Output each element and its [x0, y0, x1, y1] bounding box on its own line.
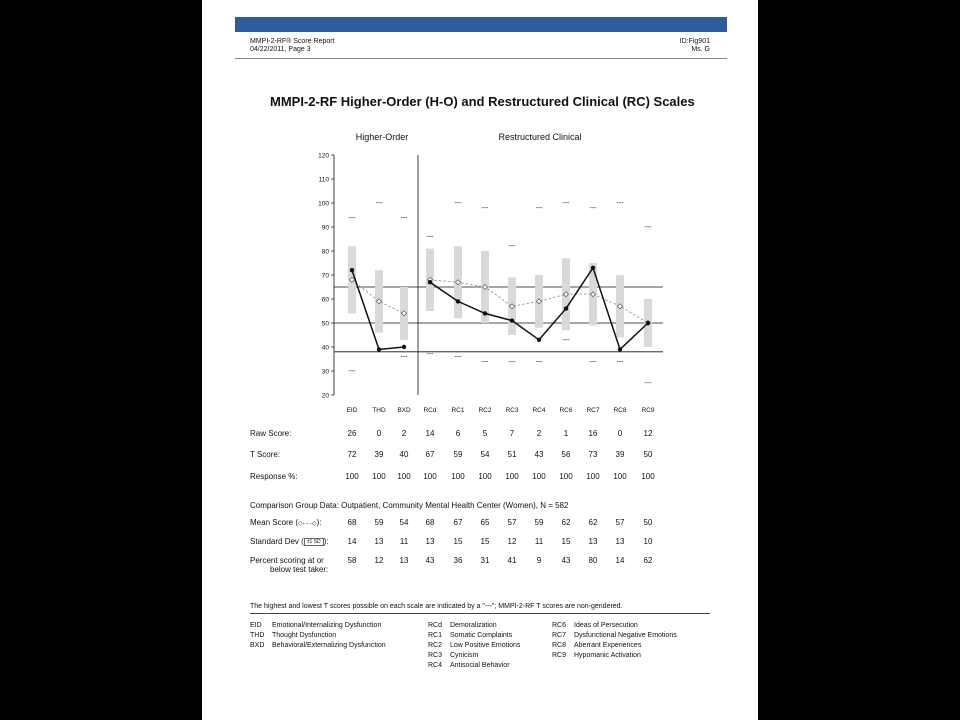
- legend-desc: Hypomanic Activation: [574, 652, 641, 659]
- raw-score-cell: 12: [643, 429, 653, 438]
- x-label-rc8: RC8: [613, 407, 627, 414]
- mean-score-cell: 62: [561, 518, 571, 527]
- t-score-cell: 56: [561, 450, 571, 459]
- x-label-rc6: RC6: [559, 407, 573, 414]
- percent-scoring-cell: 80: [588, 556, 598, 565]
- t-score-cell: 39: [615, 450, 625, 459]
- response-pct-cell: 100: [345, 472, 359, 481]
- raw-score-cell: 26: [347, 429, 357, 438]
- legend-desc: Behavioral/Externalizing Dysfunction: [272, 642, 386, 649]
- response-pct-cell: 100: [397, 472, 411, 481]
- y-tick-label: 30: [321, 368, 329, 376]
- response-pct-cell: 100: [586, 472, 600, 481]
- legend-item-thd: [250, 631, 336, 640]
- x-label-thd: THD: [372, 407, 386, 414]
- legend-item-rc3: [428, 651, 478, 660]
- percent-scoring-cell: 12: [374, 556, 384, 565]
- t-score-cell: 43: [534, 450, 544, 459]
- raw-score-cell: 0: [617, 429, 623, 438]
- legend-abbr: BXD: [250, 642, 265, 649]
- y-tick-label: 60: [321, 296, 329, 304]
- standard-dev-cell: 13: [615, 537, 625, 546]
- legend-desc: Dysfunctional Negative Emotions: [574, 632, 677, 639]
- mean-score-label: [250, 518, 321, 527]
- t-score-point-rc6: [564, 306, 568, 310]
- min-possible-marker-bxd: ---: [400, 353, 408, 361]
- t-score-label: T Score:: [250, 450, 281, 459]
- t-score-point-rc8: [618, 347, 622, 351]
- mean-score-cell: 68: [425, 518, 435, 527]
- report-page: [202, 0, 758, 720]
- legend-desc: Cynicism: [450, 652, 479, 659]
- t-score-cell: 72: [347, 450, 357, 459]
- raw-score-cell: 1: [563, 429, 569, 438]
- legend-abbr: RC9: [552, 652, 567, 659]
- min-possible-marker-rc9: ---: [644, 380, 652, 387]
- legend-abbr: EID: [250, 622, 262, 629]
- percent-scoring-cell: 14: [615, 556, 625, 565]
- standard-dev-cell: 13: [374, 537, 384, 546]
- standard-dev-cell: 13: [425, 537, 435, 546]
- response-pct-cell: 100: [532, 472, 546, 481]
- legend-item-rc6: [552, 621, 638, 630]
- response-pct-cell: 100: [641, 472, 655, 481]
- x-label-rcd: RCd: [423, 407, 437, 414]
- legend-item-rc9: [552, 651, 641, 660]
- response-pct-cell: 100: [372, 472, 386, 481]
- percent-scoring-cell: 36: [453, 556, 463, 565]
- mean-score-cell: 68: [347, 518, 357, 527]
- t-score-point-rcd: [428, 280, 432, 284]
- t-score-point-rc7: [591, 266, 595, 270]
- max-possible-marker-rc6: ---: [562, 200, 570, 207]
- response-pct-cell: 100: [478, 472, 492, 481]
- y-tick-label: 40: [321, 344, 329, 352]
- x-label-rc7: RC7: [586, 407, 600, 414]
- standard-dev-cell: 14: [347, 537, 357, 546]
- raw-score-cell: 2: [401, 429, 407, 438]
- max-possible-marker-rc3: ---: [508, 243, 516, 251]
- legend-item-rc1: [428, 631, 512, 640]
- t-score-cell: 51: [507, 450, 517, 459]
- mean-score-label-text: Mean Score (: [250, 518, 299, 527]
- t-score-point-rc4: [537, 338, 541, 342]
- standard-dev-label-end: ):: [323, 537, 329, 546]
- t-score-cell: 67: [425, 450, 435, 459]
- legend-desc: Demoralization: [450, 622, 497, 629]
- mean-line-icon: ◇- - -◇: [298, 521, 317, 527]
- t-score-cell: 39: [374, 450, 384, 459]
- y-tick-label: 70: [321, 272, 329, 280]
- legend-item-rc2: [428, 641, 520, 650]
- standard-dev-cell: 12: [507, 537, 517, 546]
- footnote-divider: [250, 613, 710, 614]
- response-pct-cell: 100: [559, 472, 573, 481]
- sd-band-icon: ±1 SD: [304, 538, 324, 546]
- legend-abbr: THD: [250, 632, 265, 639]
- standard-dev-cell: 15: [453, 537, 463, 546]
- report-id: ID:Fig901: [679, 38, 710, 45]
- min-possible-marker-eid: ---: [348, 368, 356, 375]
- t-score-point-rc2: [483, 311, 487, 315]
- percent-scoring-label-2: below test taker:: [270, 565, 329, 574]
- legend-item-rcd: [428, 621, 497, 630]
- legend-abbr: RC1: [428, 632, 443, 639]
- raw-score-cell: 0: [376, 429, 382, 438]
- mean-score-cell: 62: [588, 518, 598, 527]
- percent-scoring-cell: 31: [480, 556, 490, 565]
- legend-desc: Aberrant Experiences: [574, 642, 642, 649]
- max-possible-marker-eid: ---: [348, 214, 356, 222]
- percent-scoring-cell: 9: [536, 556, 542, 565]
- legend-desc: Low Positive Emotions: [450, 642, 521, 649]
- x-label-rc4: RC4: [532, 407, 546, 414]
- legend-abbr: RC4: [428, 662, 443, 669]
- legend-desc: Thought Dysfunction: [272, 632, 337, 639]
- min-possible-marker-rcd: ---: [426, 351, 434, 359]
- report-date-page: 04/22/2011, Page 3: [250, 46, 311, 53]
- mean-score-cell: 59: [534, 518, 544, 527]
- percent-scoring-cell: 58: [347, 556, 357, 565]
- max-possible-marker-rc9: ---: [644, 224, 652, 231]
- max-possible-marker-rc4: ---: [535, 204, 543, 212]
- legend-abbr: RC8: [552, 642, 567, 649]
- legend-abbr: RCd: [428, 622, 443, 629]
- min-possible-marker-rc7: ---: [589, 358, 597, 366]
- max-possible-marker-rc7: ---: [589, 204, 597, 212]
- t-score-point-eid: [350, 268, 354, 272]
- percent-scoring-label-1: Percent scoring at or: [250, 556, 324, 565]
- percent-scoring-cell: 62: [643, 556, 653, 565]
- report-name: MMPI-2-RF® Score Report: [250, 38, 335, 45]
- mean-score-cell: 57: [615, 518, 625, 527]
- response-pct-cell: 100: [505, 472, 519, 481]
- x-label-rc2: RC2: [478, 407, 492, 414]
- raw-score-cell: 6: [455, 429, 461, 438]
- comparison-group-heading: Comparison Group Data: Outpatient, Community Mental Health Center (Women), N = 582: [250, 501, 569, 510]
- mean-score-cell: 59: [374, 518, 384, 527]
- legend-item-rc4: [428, 661, 510, 670]
- x-label-bxd: BXD: [397, 407, 411, 414]
- x-label-rc1: RC1: [451, 407, 465, 414]
- group-label-restructured-clinical: Restructured Clinical: [498, 132, 582, 142]
- y-tick-label: 80: [321, 248, 329, 256]
- response-pct-cell: 100: [451, 472, 465, 481]
- standard-dev-cell: 11: [534, 537, 544, 546]
- max-possible-marker-rcd: ---: [426, 233, 434, 241]
- y-tick-label: 100: [318, 200, 329, 208]
- legend-item-rc7: [552, 631, 677, 640]
- standard-dev-cell: 13: [588, 537, 598, 546]
- legend-desc: Antisocial Behavior: [450, 662, 510, 669]
- standard-dev-cell: 15: [561, 537, 571, 546]
- raw-score-cell: 14: [425, 429, 435, 438]
- y-tick-label: 90: [321, 224, 329, 232]
- report-client: Ms. G: [691, 46, 710, 53]
- x-label-rc3: RC3: [505, 407, 519, 414]
- legend-item-eid: [250, 621, 381, 630]
- legend-item-bxd: [250, 641, 386, 650]
- t-score-cell: 54: [480, 450, 490, 459]
- mean-score-cell: 67: [453, 518, 463, 527]
- raw-score-label: Raw Score:: [250, 429, 292, 438]
- y-tick-label: 50: [321, 320, 329, 328]
- min-possible-marker-rc3: ---: [508, 358, 516, 366]
- standard-dev-label-text: Standard Dev (: [250, 537, 304, 546]
- y-tick-label: 120: [318, 152, 329, 160]
- max-possible-marker-rc8: ---: [616, 200, 624, 207]
- t-score-cell: 40: [399, 450, 409, 459]
- min-possible-marker-rc1: ---: [454, 353, 462, 361]
- page-title: MMPI-2-RF Higher-Order (H-O) and Restructured Clinical (RC) Scales: [270, 94, 695, 109]
- t-score-point-rc3: [510, 318, 514, 322]
- max-possible-marker-thd: ---: [375, 200, 383, 207]
- min-possible-marker-rc6: ---: [562, 336, 570, 344]
- standard-dev-cell: 15: [480, 537, 490, 546]
- group-label-higher-order: Higher-Order: [355, 132, 409, 142]
- percent-scoring-cell: 13: [399, 556, 409, 565]
- raw-score-cell: 7: [509, 429, 515, 438]
- max-possible-marker-bxd: ---: [400, 214, 408, 222]
- percent-scoring-cell: 43: [425, 556, 435, 565]
- t-score-point-thd: [377, 347, 381, 351]
- mean-score-cell: 57: [507, 518, 517, 527]
- legend-abbr: RC7: [552, 632, 567, 639]
- mean-score-label-end: ):: [316, 518, 322, 527]
- t-score-point-rc9: [646, 321, 650, 325]
- t-score-cell: 50: [643, 450, 653, 459]
- response-pct-cell: 100: [613, 472, 627, 481]
- legend-abbr: RC6: [552, 622, 567, 629]
- legend-abbr: RC2: [428, 642, 443, 649]
- standard-dev-cell: 11: [399, 537, 409, 546]
- y-tick-label: 110: [318, 176, 329, 184]
- response-pct-label: Response %:: [250, 472, 298, 481]
- percent-scoring-cell: 43: [561, 556, 571, 565]
- standard-dev-label: [250, 537, 329, 546]
- t-score-cell: 59: [453, 450, 463, 459]
- mean-score-cell: 65: [480, 518, 490, 527]
- t-score-cell: 73: [588, 450, 598, 459]
- x-label-eid: EID: [346, 407, 358, 414]
- legend-abbr: RC3: [428, 652, 443, 659]
- max-possible-marker-rc1: ---: [454, 200, 462, 207]
- t-score-point-bxd: [402, 345, 406, 349]
- legend-desc: Emotional/Internalizing Dysfunction: [272, 622, 382, 629]
- standard-dev-cell: 10: [643, 537, 653, 546]
- t-score-point-rc1: [456, 299, 460, 303]
- y-tick-label: 20: [321, 392, 329, 400]
- max-possible-marker-rc2: ---: [481, 204, 489, 212]
- response-pct-cell: 100: [423, 472, 437, 481]
- min-possible-marker-rc4: ---: [535, 358, 543, 366]
- mean-score-cell: 54: [399, 518, 409, 527]
- raw-score-cell: 5: [482, 429, 488, 438]
- legend-item-rc8: [552, 641, 641, 650]
- x-label-rc9: RC9: [641, 407, 655, 414]
- mean-score-cell: 50: [643, 518, 653, 527]
- min-possible-marker-rc8: ---: [616, 358, 624, 366]
- percent-scoring-cell: 41: [507, 556, 517, 565]
- legend-desc: Ideas of Persecution: [574, 622, 638, 629]
- min-possible-marker-rc2: ---: [481, 358, 489, 366]
- raw-score-cell: 16: [588, 429, 598, 438]
- footnote: The highest and lowest T scores possible on each scale are indicated by a "---"; MMPI-2-RF T scores are non-gendered.: [250, 603, 623, 610]
- legend-desc: Somatic Complaints: [450, 632, 513, 639]
- scale-profile-chart: [202, 0, 758, 420]
- raw-score-cell: 2: [536, 429, 542, 438]
